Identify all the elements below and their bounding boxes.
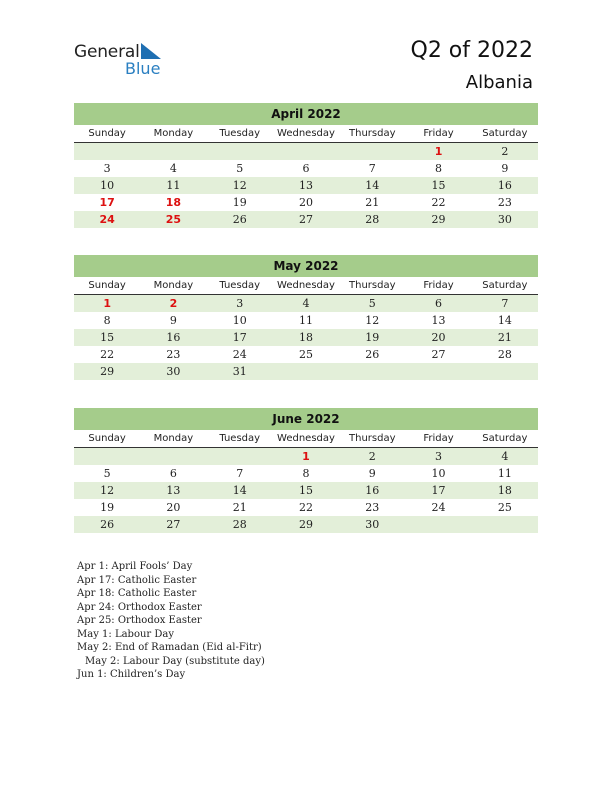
day-cell: 20 xyxy=(405,329,471,346)
holiday-entry: May 1: Labour Day xyxy=(77,628,174,640)
day-cell: 5 xyxy=(236,162,244,175)
day-cell: 23 xyxy=(166,348,181,361)
holiday-entry: Jun 1: Children’s Day xyxy=(77,669,186,680)
day-cell: 27 xyxy=(273,211,339,228)
day-cell: 19 xyxy=(339,329,405,346)
calendar-grid xyxy=(74,277,538,380)
day-cell: 7 xyxy=(472,295,538,313)
week-row xyxy=(74,516,538,533)
weekday-header: Friday xyxy=(405,125,471,143)
day-cell: 12 xyxy=(74,482,140,499)
day-cell: 26 xyxy=(365,348,380,361)
day-cell: 26 xyxy=(207,211,273,228)
day-cell: 23 xyxy=(365,501,380,514)
day-cell: 27 xyxy=(431,348,446,361)
day-cell: 5 xyxy=(339,295,405,313)
day-cell: 15 xyxy=(405,177,471,194)
empty-day-cell xyxy=(140,143,206,161)
weekday-header: Wednesday xyxy=(273,277,339,295)
brand-general: General xyxy=(74,42,140,62)
day-cell: 28 xyxy=(339,211,405,228)
holiday-entry: May 2: Labour Day (substitute day) xyxy=(85,655,265,667)
week-row xyxy=(74,160,538,177)
day-cell: 3 xyxy=(405,448,471,466)
day-cell: 30 xyxy=(140,363,206,380)
day-cell: 21 xyxy=(232,501,247,514)
weekday-header: Friday xyxy=(405,430,471,448)
weekday-header: Sunday xyxy=(74,125,140,143)
day-cell: 17 xyxy=(405,482,471,499)
day-cell: 4 xyxy=(472,448,538,466)
day-cell: 7 xyxy=(368,162,376,175)
day-cell: 30 xyxy=(339,516,405,533)
weekday-header: Saturday xyxy=(472,277,538,295)
day-cell: 19 xyxy=(100,501,115,514)
day-cell: 2 xyxy=(472,143,538,161)
week-row xyxy=(74,482,538,499)
month-april xyxy=(74,103,538,228)
day-cell: 17 xyxy=(207,329,273,346)
day-cell: 9 xyxy=(169,314,177,327)
calendar-grid xyxy=(74,430,538,533)
day-cell: 22 xyxy=(100,348,115,361)
day-cell: 14 xyxy=(207,482,273,499)
day-cell: 10 xyxy=(232,314,247,327)
day-cell: 14 xyxy=(497,314,512,327)
day-cell: 13 xyxy=(140,482,206,499)
day-cell: 7 xyxy=(236,467,244,480)
day-cell: 27 xyxy=(140,516,206,533)
weekday-header: Monday xyxy=(140,277,206,295)
day-cell: 8 xyxy=(435,162,443,175)
day-cell: 4 xyxy=(169,162,177,175)
day-cell: 5 xyxy=(103,467,111,480)
day-cell: 24 xyxy=(232,348,247,361)
week-row xyxy=(74,143,538,161)
day-cell: 9 xyxy=(368,467,376,480)
weekday-header: Thursday xyxy=(339,430,405,448)
day-cell: 30 xyxy=(472,211,538,228)
empty-day-cell xyxy=(339,363,405,380)
empty-day-cell xyxy=(74,143,140,161)
day-cell: 16 xyxy=(339,482,405,499)
day-cell: 6 xyxy=(169,467,177,480)
weekday-header: Wednesday xyxy=(273,430,339,448)
month-may xyxy=(74,255,538,380)
day-cell: 4 xyxy=(273,295,339,313)
day-cell: 9 xyxy=(501,162,509,175)
empty-day-cell xyxy=(273,143,339,161)
holiday-day-cell: 17 xyxy=(99,196,115,209)
holiday-entry: Apr 17: Catholic Easter xyxy=(77,574,197,586)
day-cell: 13 xyxy=(431,314,446,327)
day-cell: 6 xyxy=(405,295,471,313)
day-cell: 3 xyxy=(207,295,273,313)
empty-day-cell xyxy=(74,448,140,466)
week-row xyxy=(74,211,538,228)
day-cell: 23 xyxy=(497,196,512,209)
page-title: Q2 of 2022 xyxy=(410,38,533,63)
day-cell: 11 xyxy=(140,177,206,194)
day-cell: 6 xyxy=(302,162,310,175)
weekday-header: Thursday xyxy=(339,125,405,143)
week-row xyxy=(74,499,538,516)
day-cell: 14 xyxy=(339,177,405,194)
day-cell: 2 xyxy=(339,448,405,466)
weekday-header: Wednesday xyxy=(273,125,339,143)
day-cell: 12 xyxy=(207,177,273,194)
weekday-header: Saturday xyxy=(472,430,538,448)
empty-day-cell xyxy=(207,143,273,161)
holiday-day-cell: 18 xyxy=(165,196,182,209)
week-row xyxy=(74,346,538,363)
day-cell: 10 xyxy=(431,467,446,480)
weekday-header: Tuesday xyxy=(207,277,273,295)
day-cell: 16 xyxy=(472,177,538,194)
holiday-day-cell: 1 xyxy=(74,295,140,313)
month-title: June 2022 xyxy=(74,408,538,430)
weekday-header: Saturday xyxy=(472,125,538,143)
holiday-entry: Apr 25: Orthodox Easter xyxy=(77,615,202,626)
day-cell: 18 xyxy=(472,482,538,499)
weekday-header: Thursday xyxy=(339,277,405,295)
empty-day-cell xyxy=(405,516,471,533)
day-cell: 19 xyxy=(232,196,247,209)
empty-day-cell xyxy=(207,448,273,466)
day-cell: 10 xyxy=(74,177,140,194)
day-cell: 29 xyxy=(273,516,339,533)
day-cell: 15 xyxy=(74,329,140,346)
week-row xyxy=(74,329,538,346)
day-cell: 8 xyxy=(302,467,310,480)
logo-flag-icon xyxy=(141,43,163,59)
day-cell: 21 xyxy=(472,329,538,346)
week-row xyxy=(74,194,538,211)
day-cell: 22 xyxy=(431,196,446,209)
day-cell: 20 xyxy=(298,196,313,209)
day-cell: 8 xyxy=(103,314,111,327)
week-row xyxy=(74,465,538,482)
holiday-day-cell: 24 xyxy=(74,211,140,228)
holiday-day-cell: 2 xyxy=(140,295,206,313)
holiday-day-cell: 1 xyxy=(273,448,339,466)
day-cell: 26 xyxy=(74,516,140,533)
month-june xyxy=(74,408,538,533)
holiday-day-cell: 1 xyxy=(405,143,471,161)
day-cell: 31 xyxy=(207,363,273,380)
holiday-entry: May 2: End of Ramadan (Eid al-Fitr) xyxy=(77,642,262,653)
day-cell: 20 xyxy=(166,501,181,514)
day-cell: 29 xyxy=(74,363,140,380)
weekday-header: Tuesday xyxy=(207,125,273,143)
day-cell: 25 xyxy=(298,348,313,361)
brand-logo xyxy=(74,42,174,82)
holiday-entry: Apr 18: Catholic Easter xyxy=(77,588,197,599)
weekday-header: Monday xyxy=(140,125,206,143)
weekday-header: Monday xyxy=(140,430,206,448)
page-subtitle: Albania xyxy=(465,72,533,93)
day-cell: 3 xyxy=(103,162,111,175)
day-cell: 13 xyxy=(273,177,339,194)
holiday-entry: Apr 1: April Fools’ Day xyxy=(77,561,193,572)
holiday-entry: Apr 24: Orthodox Easter xyxy=(77,601,202,613)
brand-blue: Blue xyxy=(125,59,161,78)
day-cell: 16 xyxy=(140,329,206,346)
month-title: May 2022 xyxy=(74,255,538,277)
weekday-header: Sunday xyxy=(74,430,140,448)
empty-day-cell xyxy=(472,363,538,380)
day-cell: 11 xyxy=(298,314,313,327)
day-cell: 15 xyxy=(273,482,339,499)
day-cell: 25 xyxy=(497,501,512,514)
holiday-day-cell: 25 xyxy=(140,211,206,228)
day-cell: 11 xyxy=(497,467,512,480)
day-cell: 22 xyxy=(298,501,313,514)
week-row xyxy=(74,177,538,194)
empty-day-cell xyxy=(273,363,339,380)
day-cell: 12 xyxy=(365,314,380,327)
empty-day-cell xyxy=(339,143,405,161)
weekday-header: Sunday xyxy=(74,277,140,295)
day-cell: 28 xyxy=(497,348,512,361)
day-cell: 24 xyxy=(431,501,446,514)
month-title: April 2022 xyxy=(74,103,538,125)
day-cell: 29 xyxy=(405,211,471,228)
day-cell: 18 xyxy=(273,329,339,346)
weekday-header: Tuesday xyxy=(207,430,273,448)
empty-day-cell xyxy=(140,448,206,466)
day-cell: 21 xyxy=(365,196,380,209)
empty-day-cell xyxy=(405,363,471,380)
week-row xyxy=(74,363,538,380)
weekday-header: Friday xyxy=(405,277,471,295)
calendar-grid xyxy=(74,125,538,228)
day-cell: 28 xyxy=(207,516,273,533)
week-row xyxy=(74,312,538,329)
week-row xyxy=(74,295,538,313)
week-row xyxy=(74,448,538,466)
empty-day-cell xyxy=(472,516,538,533)
holiday-list xyxy=(77,560,265,682)
